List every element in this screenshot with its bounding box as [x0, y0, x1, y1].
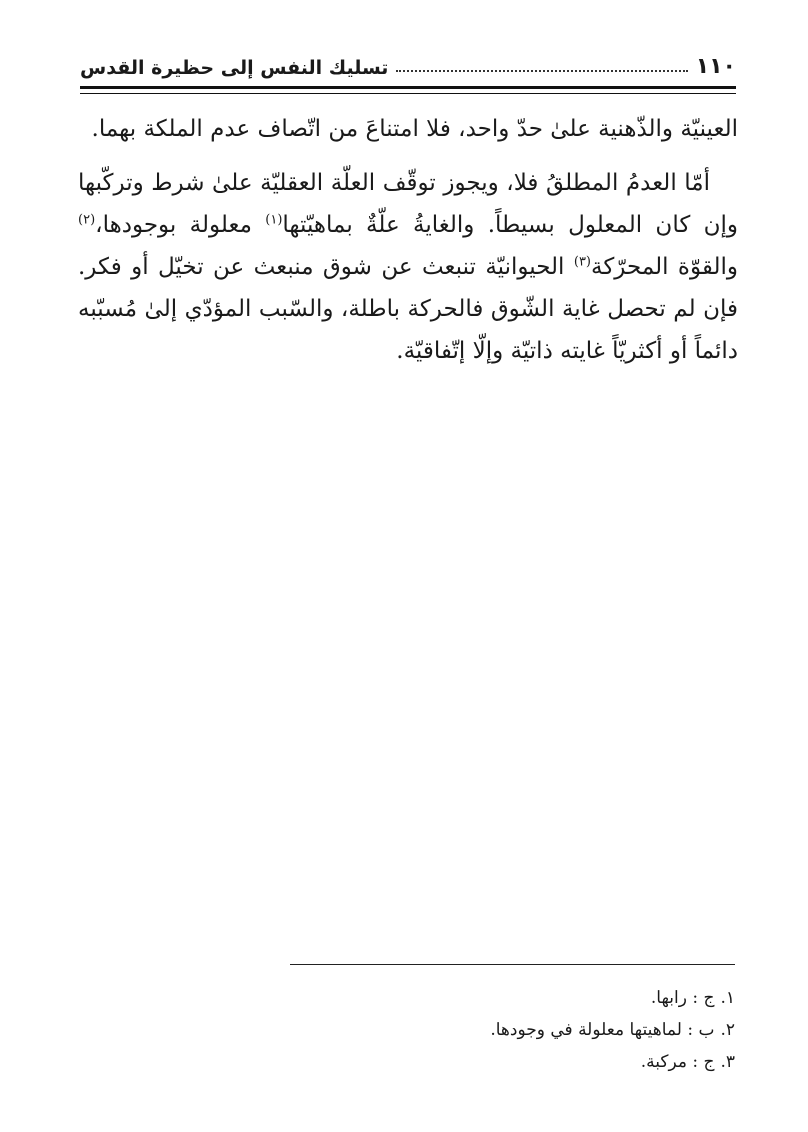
running-header [80, 38, 736, 78]
header-rule-thick [80, 86, 736, 89]
header-rule-thin [80, 93, 736, 94]
footnote-text: ج : رابها. [650, 988, 715, 1008]
text-run: أمّا العدمُ المطلقُ فلا، ويجوز توقّف العلّة العقليّة علىٰ شرط وتركّبها وإن كان المعلول بسيطاً. والغايةُ علّةٌ بماهيّتها [78, 170, 738, 238]
footnote-separator [290, 964, 735, 965]
running-title: تسليك النفس إلى حظيرة القدس [80, 57, 389, 79]
footnote-number: ١. [720, 988, 735, 1008]
footnote-text: ج : مركبة. [640, 1052, 715, 1072]
footnote-number: ٣. [720, 1052, 735, 1072]
footnote-ref-1[interactable]: (١) [265, 212, 283, 228]
header-leader-dots [396, 70, 687, 72]
paragraph-2 [78, 162, 738, 372]
footnote-ref-2[interactable]: (٢) [78, 212, 96, 228]
text-run: والقوّة المحرّكة [591, 254, 738, 280]
text-run: الحيوانيّة تنبعث عن شوق منبعث عن تخيّل أو فكر. فإن لم تحصل غاية الشّوق فالحركة باطلة، والسّبب المؤدّي إلىٰ مُسبّبه دائماً أو أكثريّاً غايته ذاتيّة وإلّا إتّفاقيّة. [78, 254, 738, 364]
text-run: العينيّة والذّهنية علىٰ حدّ واحد، فلا امتناعَ من اتّصاف عدم الملكة بهما. [91, 116, 738, 142]
footnote-text: ب : لماهيتها معلولة في وجودها. [490, 1020, 715, 1040]
page-number: ١١٠ [695, 54, 736, 79]
footnote-1 [290, 982, 735, 1014]
footnote-number: ٢. [720, 1020, 735, 1040]
body-text [78, 108, 738, 384]
text-run: معلولة بوجودها، [95, 212, 266, 238]
footnote-3 [290, 1046, 735, 1078]
footnote-ref-3[interactable]: (٣) [573, 254, 591, 270]
footnotes [290, 982, 735, 1078]
paragraph-1 [78, 108, 738, 150]
footnote-2 [290, 1014, 735, 1046]
